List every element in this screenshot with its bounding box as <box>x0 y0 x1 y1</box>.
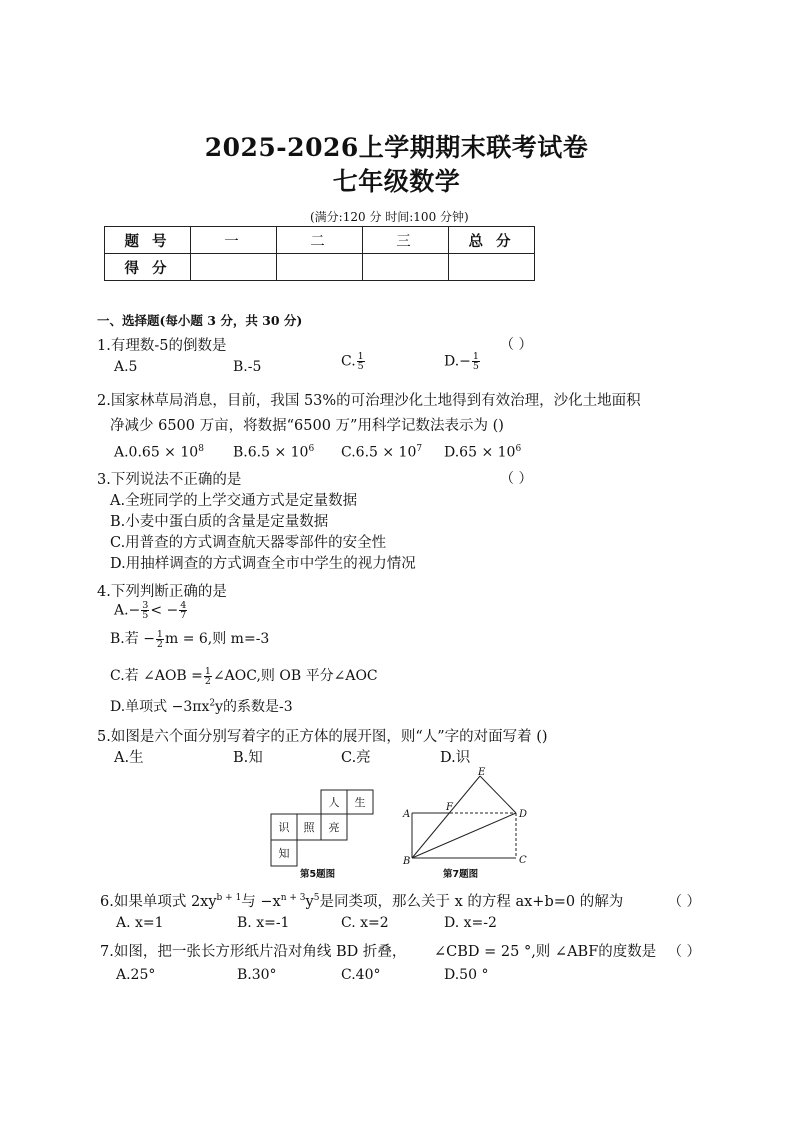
cube-face-char: 生 <box>354 796 366 809</box>
question-3-stem: 3.下列说法不正确的是 <box>97 472 242 488</box>
option-base: A.0.65 × 10 <box>114 444 199 461</box>
question-5-stem: 5.如图是六个面分别写着字的正方体的展开图，则“人”字的对面写着 () <box>97 729 548 745</box>
score-header-cell: 二 <box>277 227 363 254</box>
exponent: 6 <box>308 444 315 454</box>
fraction <box>472 352 480 371</box>
q4-option-d <box>110 696 293 716</box>
fraction <box>357 352 365 371</box>
fraction <box>204 667 212 686</box>
point-label: D <box>519 809 528 820</box>
exponent: 2 <box>209 698 216 709</box>
q5-option-c: C.亮 <box>341 750 371 766</box>
q5-option-a: A.生 <box>114 750 144 766</box>
fraction <box>179 601 187 620</box>
option-prefix: B.若 − <box>110 631 155 647</box>
cube-face-char: 亮 <box>328 821 340 834</box>
option-suffix: ∠AOC,则 OB 平分∠AOC <box>212 668 378 684</box>
score-header-cell: 一 <box>191 227 277 254</box>
q6-option-d: D. x=-2 <box>444 915 497 931</box>
fraction-denominator: 5 <box>357 361 364 372</box>
question-4-stem: 4.下列判断正确的是 <box>97 584 227 600</box>
q5-option-b: B.知 <box>233 750 263 766</box>
exam-title: 2025-2026上学期期末联考试卷 <box>204 133 589 162</box>
q6-text: y <box>305 894 314 910</box>
q3-option-b: B.小麦中蛋白质的含量是定量数据 <box>110 514 329 530</box>
fraction <box>156 630 164 649</box>
q1-option-b: B.-5 <box>233 359 262 375</box>
q4-option-c <box>110 665 378 686</box>
score-header-cell: 三 <box>363 227 449 254</box>
point-label: E <box>478 767 486 778</box>
exponent: 6 <box>515 444 522 454</box>
answer-bracket: （ ） <box>500 337 533 353</box>
exponent: 5 <box>313 893 320 904</box>
figure-5-caption: 第5题图 <box>300 869 336 880</box>
question-2-line-1: 2.国家林草局消息，目前，我国 53%的可治理沙化土地得到有效治理，沙化土地面积 <box>97 393 641 409</box>
score-header-cell: 题 号 <box>105 227 191 254</box>
score-header-cell: 总 分 <box>449 227 535 254</box>
edge-ed <box>480 776 516 813</box>
q6-text: 6.如果单项式 2xy <box>100 894 217 910</box>
fraction-numerator: 4 <box>180 600 187 611</box>
section-heading: 一、选择题(每小题 3 分，共 30 分) <box>97 313 303 328</box>
q6-option-c: C. x=2 <box>341 915 389 931</box>
fraction-numerator: 1 <box>357 351 364 362</box>
q4-option-a <box>114 601 188 620</box>
q2-option-d <box>444 444 521 461</box>
exam-subject: 七年级数学 <box>332 167 461 196</box>
option-suffix: m = 6,则 m=-3 <box>164 631 270 647</box>
fraction-denominator: 2 <box>156 638 163 650</box>
fraction-numerator: 3 <box>142 600 149 611</box>
q1-option-a: A.5 <box>114 359 138 375</box>
point-label: F <box>446 802 453 813</box>
option-base: C.6.5 × 10 <box>341 444 417 461</box>
cube-face-char: 照 <box>303 821 315 834</box>
option-prefix: A.− <box>114 602 141 619</box>
answer-bracket: （ ） <box>668 894 701 910</box>
q6-text: 是同类项，那么关于 x 的方程 ax+b=0 的解为 <box>319 894 624 910</box>
q5-option-d: D.识 <box>440 750 471 766</box>
point-label: C <box>519 855 527 866</box>
option-base: B.6.5 × 10 <box>233 444 309 461</box>
q3-option-a: A.全班同学的上学交通方式是定量数据 <box>110 493 358 509</box>
exponent: b + 1 <box>216 893 242 904</box>
score-cell[interactable] <box>449 254 535 281</box>
score-table-score-row <box>105 254 535 281</box>
q3-option-d: D.用抽样调查的方式调查全市中学生的视力情况 <box>110 556 416 572</box>
q1-option-d-prefix: D.− <box>444 353 471 370</box>
fraction <box>141 601 149 620</box>
fraction-numerator: 1 <box>472 351 479 362</box>
folded-rectangle-figure <box>398 766 533 866</box>
score-cell[interactable] <box>191 254 277 281</box>
fraction-denominator: 5 <box>472 361 479 372</box>
point-label: A <box>403 809 411 820</box>
score-table-header-row <box>105 227 535 254</box>
point-label: B <box>403 856 411 866</box>
cube-face-char: 识 <box>278 821 290 834</box>
exponent: 7 <box>416 444 423 454</box>
score-row-label: 得 分 <box>105 254 191 281</box>
figure-7-caption: 第7题图 <box>443 869 479 880</box>
edge-be <box>412 776 480 858</box>
option-prefix: C.若 ∠AOB = <box>110 668 203 684</box>
exam-info: (满分:120 分 时间:100 分钟) <box>310 210 469 224</box>
cube-face-char: 人 <box>328 796 340 809</box>
question-7-condition: ∠CBD = 25 °,则 ∠ABF的度数是 <box>434 944 657 960</box>
cube-face-char: 知 <box>278 847 290 860</box>
q7-option-c: C.40° <box>341 967 381 983</box>
question-7-stem: 7.如图，把一张长方形纸片沿对角线 BD 折叠， <box>100 944 407 960</box>
q6-text: 与 −x <box>241 894 281 910</box>
q3-option-c: C.用普查的方式调查航天器零部件的安全性 <box>110 535 387 551</box>
option-prefix: D.单项式 −3πx <box>110 699 210 715</box>
exponent: n + 3 <box>280 893 306 904</box>
score-cell[interactable] <box>277 254 363 281</box>
q6-option-a: A. x=1 <box>116 915 164 931</box>
q6-option-b: B. x=-1 <box>237 915 290 931</box>
q2-option-b <box>233 444 314 461</box>
q7-option-d: D.50 ° <box>444 967 489 983</box>
option-middle: < − <box>150 602 179 619</box>
score-cell[interactable] <box>363 254 449 281</box>
q1-option-d <box>444 352 481 371</box>
question-1-stem: 1.有理数-5的倒数是 <box>97 338 227 354</box>
fraction-denominator: 2 <box>204 675 211 687</box>
fraction-numerator: 1 <box>204 665 211 677</box>
exponent: 8 <box>198 444 204 454</box>
q2-option-c <box>341 444 422 461</box>
fraction-numerator: 1 <box>156 628 163 640</box>
q1-option-c <box>341 352 366 371</box>
option-suffix: y的系数是-3 <box>215 699 293 715</box>
q4-option-b <box>110 628 269 649</box>
q1-option-c-prefix: C. <box>341 353 356 370</box>
fraction-denominator: 5 <box>142 610 149 621</box>
option-base: D.65 × 10 <box>444 444 516 461</box>
answer-bracket: （ ） <box>500 471 533 487</box>
question-6-stem <box>100 890 623 911</box>
answer-bracket: （ ） <box>668 944 701 960</box>
q2-option-a <box>114 444 204 461</box>
q7-option-a: A.25° <box>116 967 156 983</box>
fraction-denominator: 7 <box>180 610 187 621</box>
q7-option-b: B.30° <box>237 967 277 983</box>
diagonal-bd <box>412 813 516 858</box>
question-2-line-2: 净减少 6500 万亩，将数据“6500 万”用科学记数法表示为 () <box>110 418 504 434</box>
score-table <box>104 226 535 281</box>
